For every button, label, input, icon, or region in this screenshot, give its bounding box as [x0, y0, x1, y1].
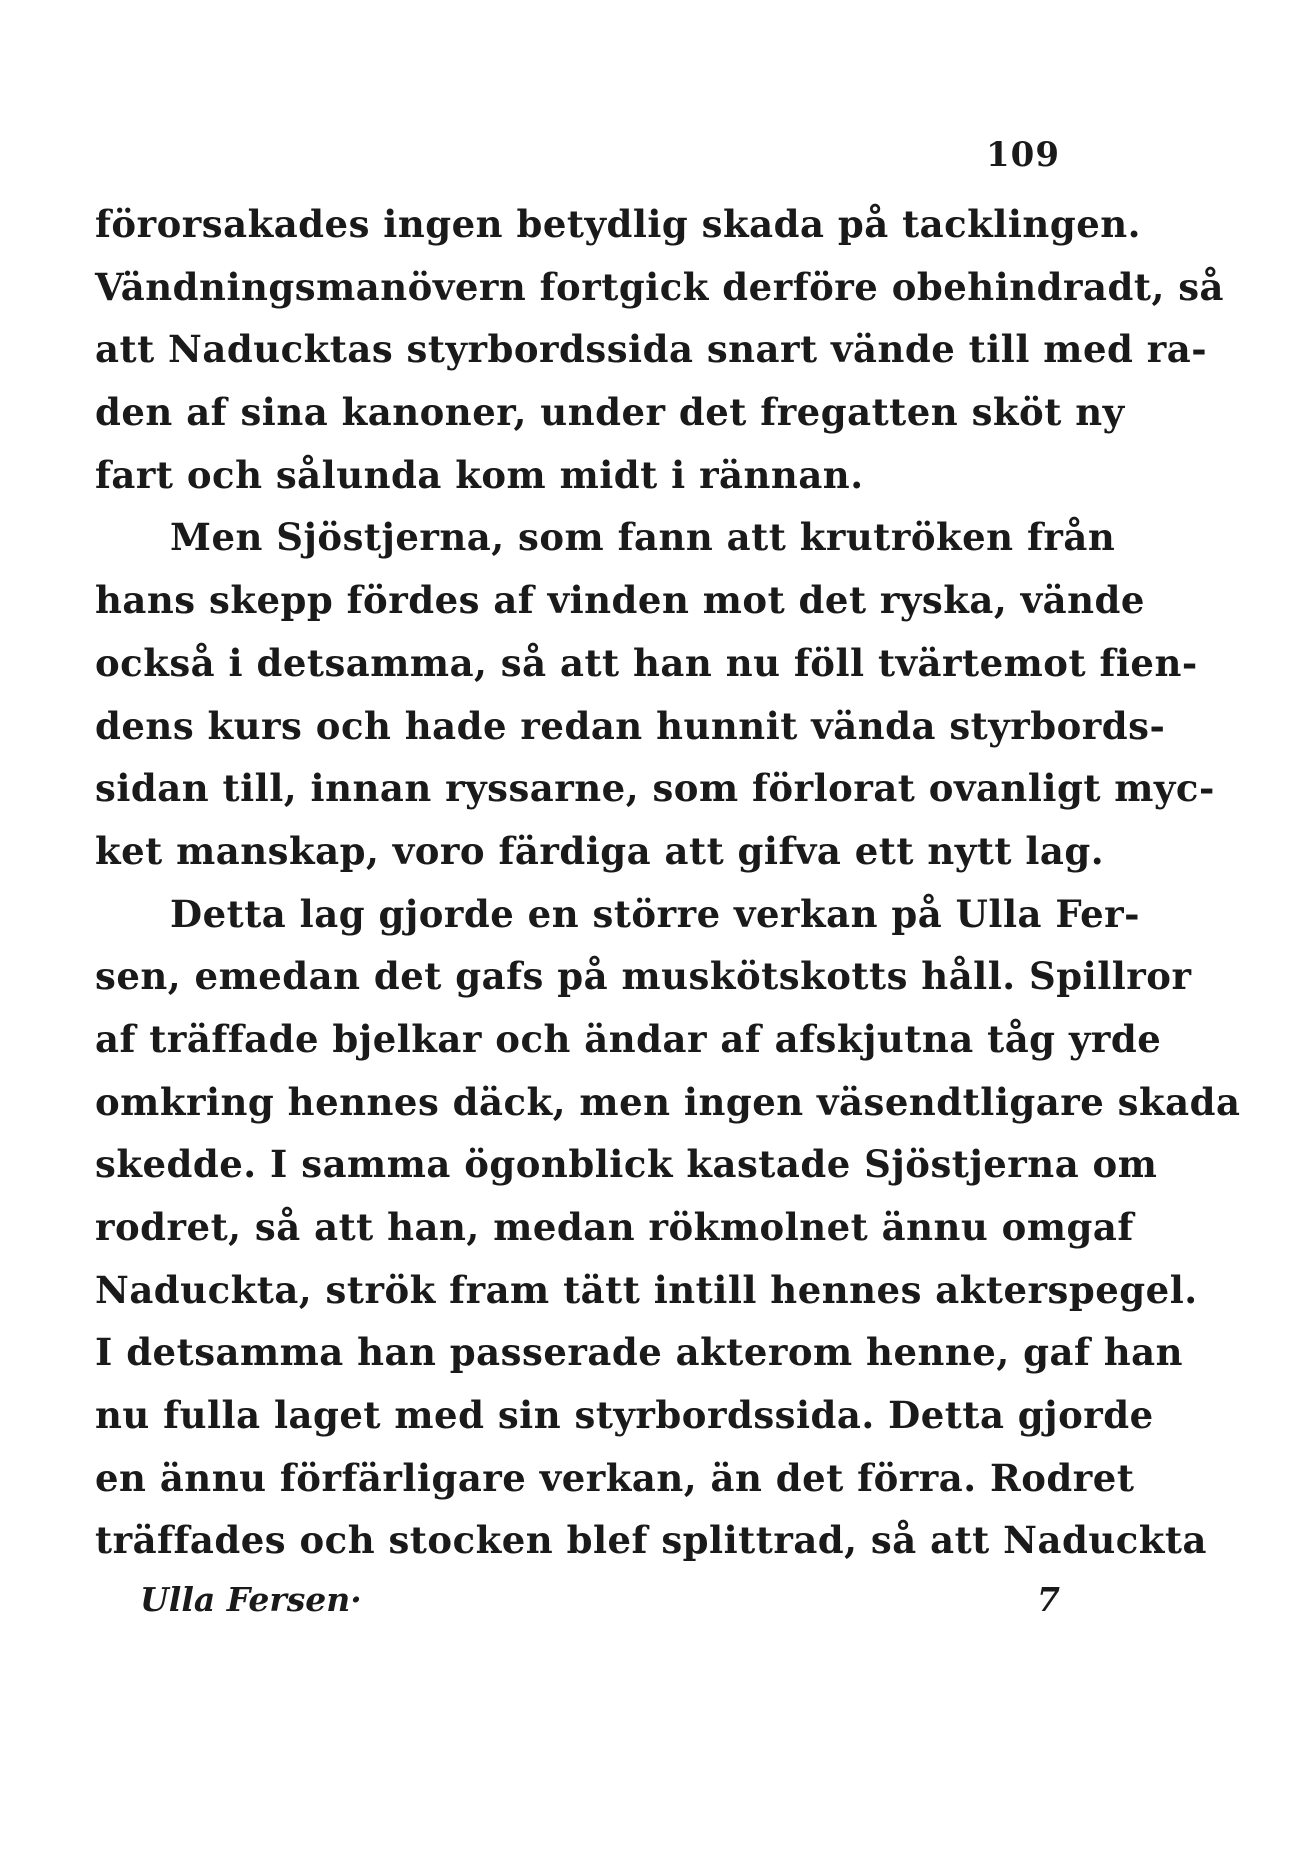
text-line: Detta lag gjorde en större verkan på Ulla Fer- — [170, 891, 1141, 936]
page-footer — [140, 1580, 1060, 1630]
text-line: sen, emedan det gafs på muskötskotts håll. Spillror — [95, 954, 1192, 999]
text-line: nu fulla laget med sin styrbordssida. Detta gjorde — [95, 1393, 1154, 1438]
text-line: Vändningsmanövern fortgick derföre obehindradt, så — [95, 264, 1225, 309]
text-line: skedde. I samma ögonblick kastade Sjöstjerna om — [95, 1142, 1158, 1187]
text-line: sidan till, innan ryssarne, som förlorat ovanligt myc- — [95, 766, 1215, 811]
text-line: rodret, så att han, medan rökmolnet ännu omgaf — [95, 1205, 1134, 1249]
text-line: också i detsamma, så att han nu föll tvärtemot fien- — [95, 640, 1198, 685]
footer-book-title: Ulla Fersen· — [140, 1580, 362, 1619]
text-line: af träffade bjelkar och ändar af afskjutna tåg yrde — [95, 1016, 1162, 1061]
text-line: omkring hennes däck, men ingen väsendtligare skada — [95, 1079, 1241, 1124]
text-line: dens kurs och hade redan hunnit vända styrbords- — [95, 703, 1166, 748]
footer-signature-mark: 7 — [1037, 1580, 1060, 1619]
text-line: att Naducktas styrbordssida snart vände till med ra- — [95, 327, 1208, 372]
text-line: fart och sålunda kom midt i rännan. — [95, 452, 864, 497]
text-line: förorsakades ingen betydlig skada på tacklingen. — [95, 202, 1142, 246]
body-text — [95, 193, 1241, 1572]
text-line: träffades och stocken blef splittrad, så att Naduckta — [95, 1518, 1207, 1563]
text-line: ket manskap, voro färdiga att gifva ett nytt lag. — [95, 828, 1105, 873]
text-line: Men Sjöstjerna, som fann att krutröken från — [170, 515, 1116, 560]
text-line: I detsamma han passerade akterom henne, gaf han — [95, 1330, 1184, 1375]
page-number: 109 — [986, 135, 1060, 175]
text-line: hans skepp fördes af vinden mot det ryska, vände — [95, 578, 1145, 623]
text-line: en ännu förfärligare verkan, än det förra. Rodret — [95, 1455, 1135, 1500]
text-line: Naduckta, strök fram tätt intill hennes akterspegel. — [95, 1267, 1198, 1312]
text-line: den af sina kanoner, under det fregatten sköt ny — [95, 390, 1125, 435]
